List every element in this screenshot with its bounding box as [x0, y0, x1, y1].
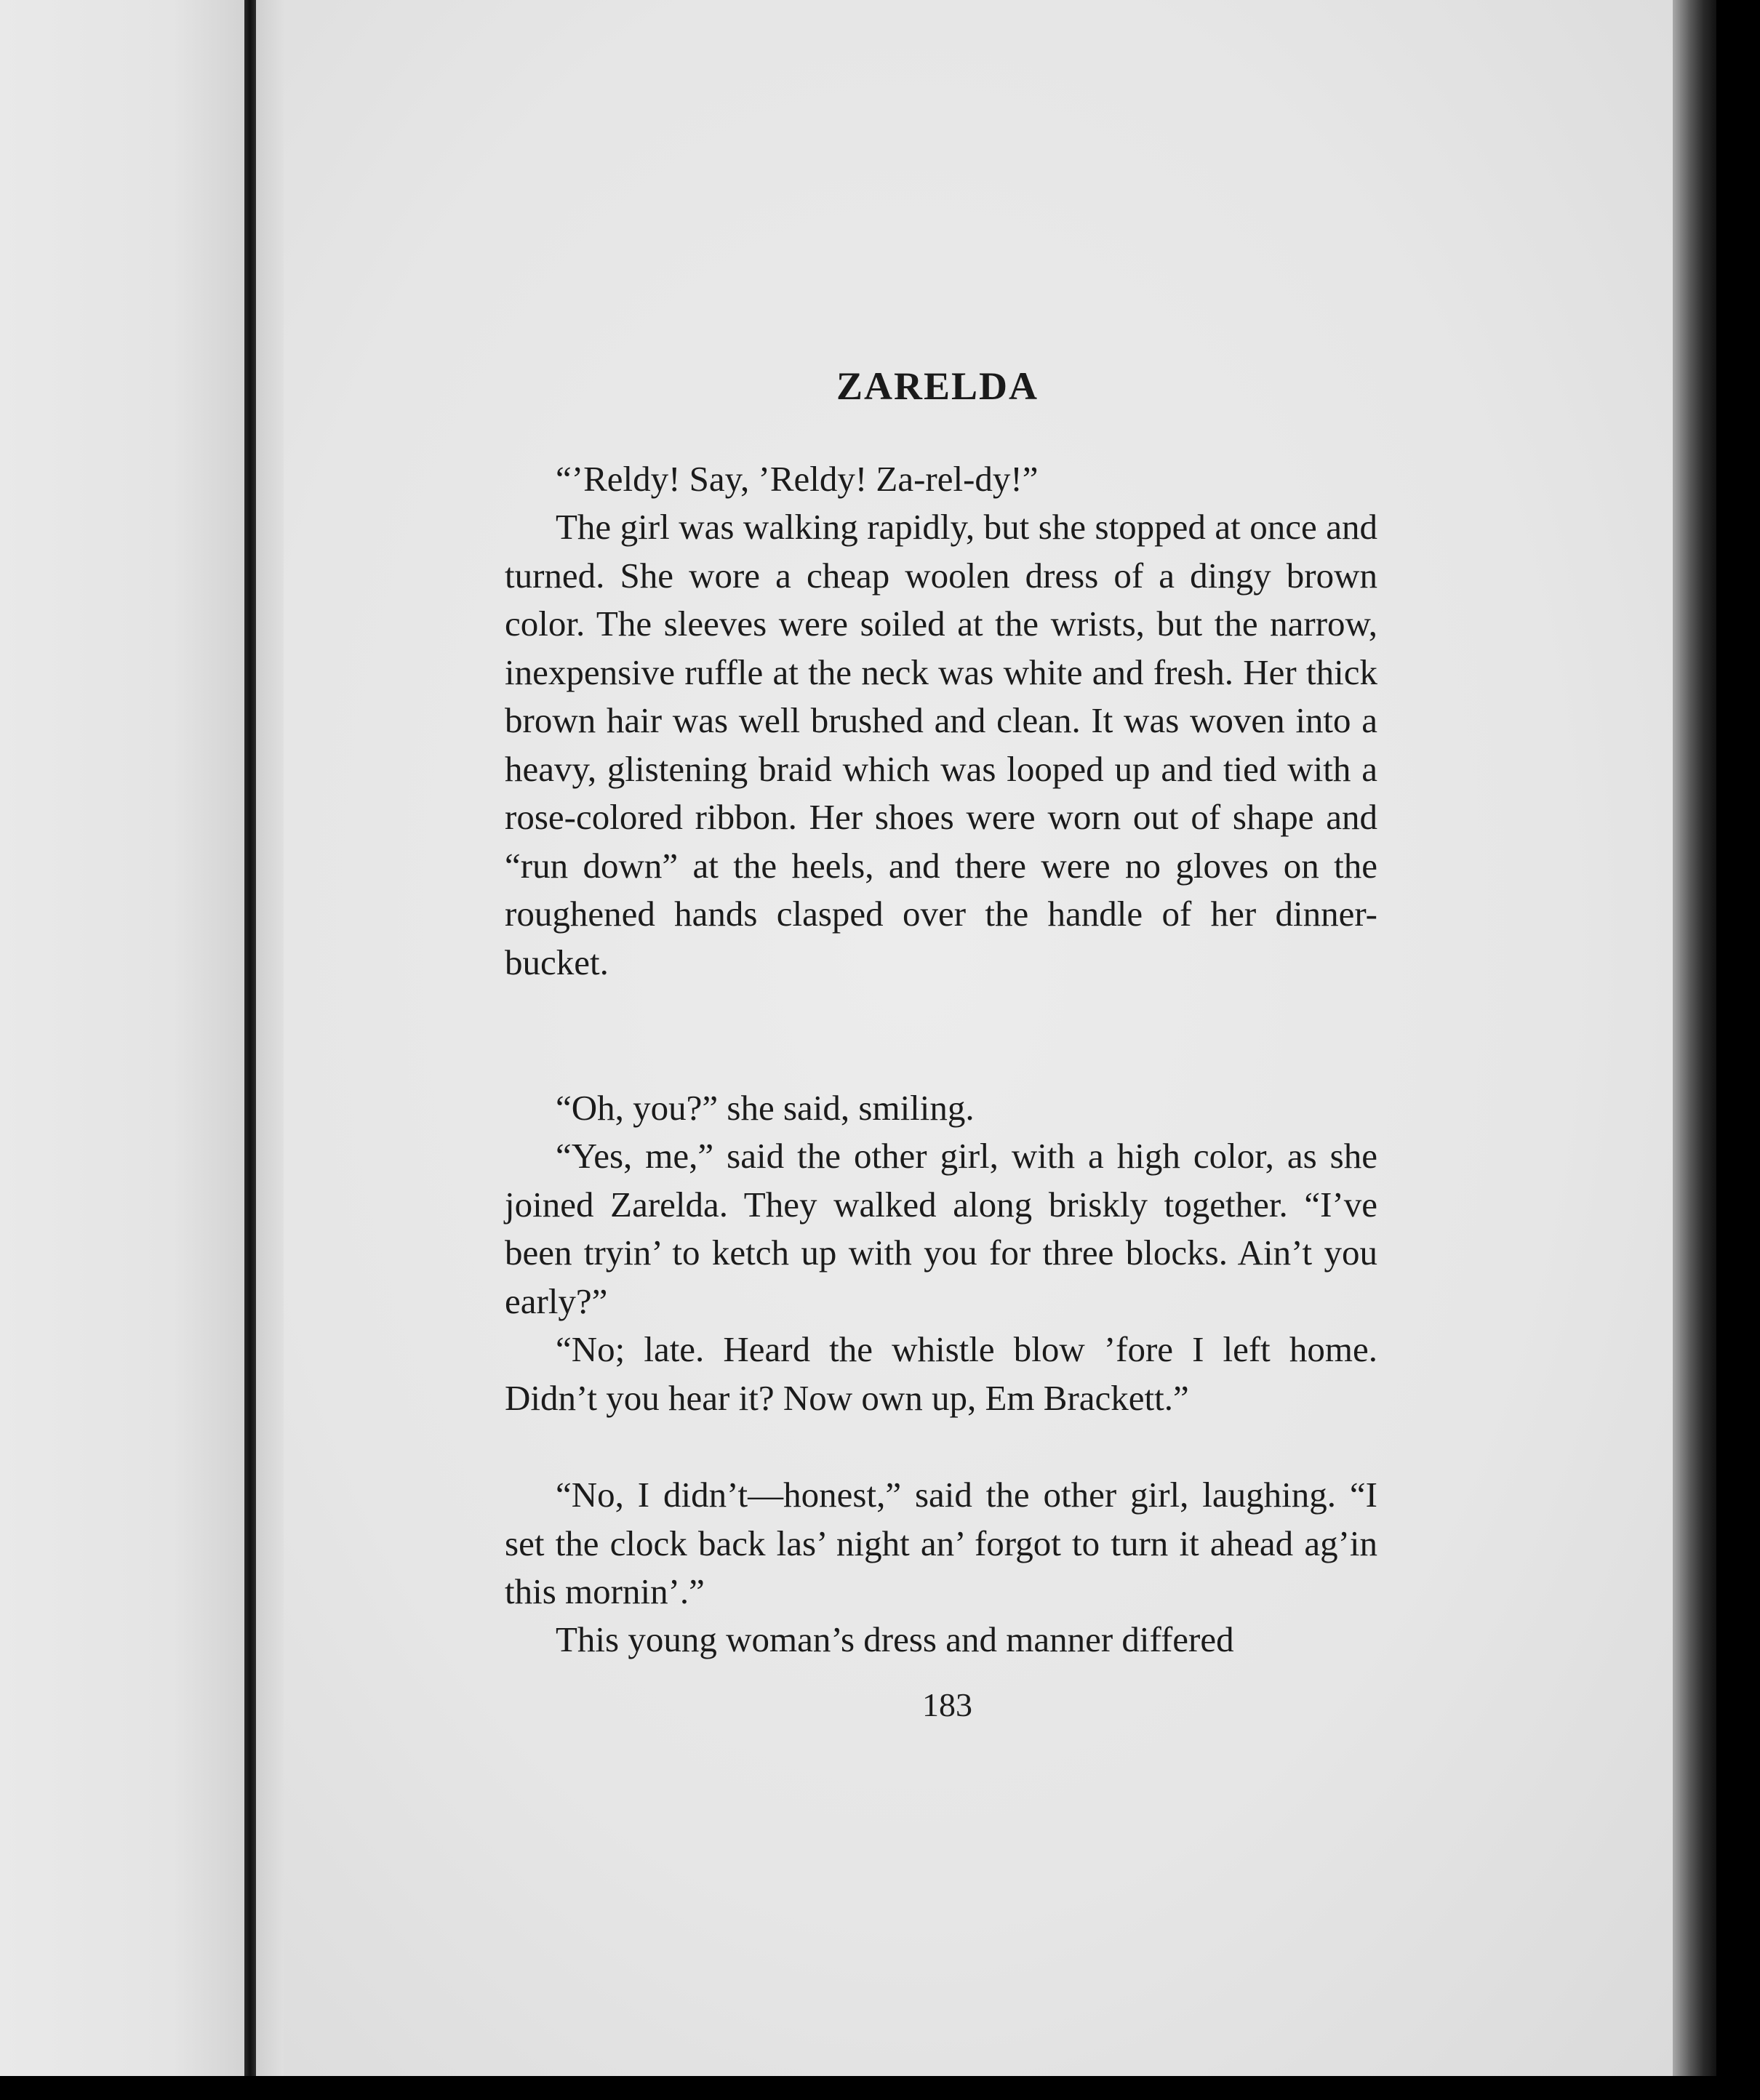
left-page-edge — [0, 0, 247, 2087]
scan-border-bottom — [0, 2076, 1760, 2100]
paragraph-6: “No, I didn’t—honest,” said the other girl, laughing. “I set the clock back las’ night an’ forgot to turn it ahead ag’in this mornin’.” — [505, 1475, 1377, 1611]
paragraph-1: “’Reldy! Say, ’Reldy! Za-rel-dy!” — [556, 459, 1039, 499]
gutter-shadow — [256, 0, 285, 2087]
paragraph-7: This young woman’s dress and manner differed — [556, 1619, 1234, 1659]
paragraph-2: The girl was walking rapidly, but she stopped at once and turned. She wore a cheap woolen dress of a dingy brown color. The sleeves were soiled at the wrists, but the narrow, inexpensive ruffle at the neck was white and fresh. Her thick brown hair was well brushed and clean. It was woven into a heavy, glistening braid which was looped up and tied with a rose-colored ribbon. Her shoes were worn out of shape and “run down” at the heels, and there were no gloves on the roughened hands clasped over the handle of her dinner-bucket. — [505, 507, 1377, 982]
paragraph-4: “Yes, me,” said the other girl, with a high color, as she joined Zarelda. They walked along briskly together. “I’ve been tryin’ to ketch up with you for three blocks. Ain’t you early?” — [505, 1136, 1377, 1321]
book-gutter — [244, 0, 256, 2087]
right-page — [284, 0, 1680, 2080]
paragraph-5: “No; late. Heard the whistle blow ’fore I left home. Didn’t you hear it? Now own up, Em Brackett.” — [505, 1329, 1377, 1418]
page-number: 183 — [922, 1686, 972, 1723]
paragraph-3: “Oh, you?” she said, smiling. — [556, 1088, 975, 1128]
page-edge-shadow — [1673, 0, 1716, 2080]
chapter-title: ZARELDA — [836, 364, 1039, 408]
scan-border-right — [1716, 0, 1760, 2100]
